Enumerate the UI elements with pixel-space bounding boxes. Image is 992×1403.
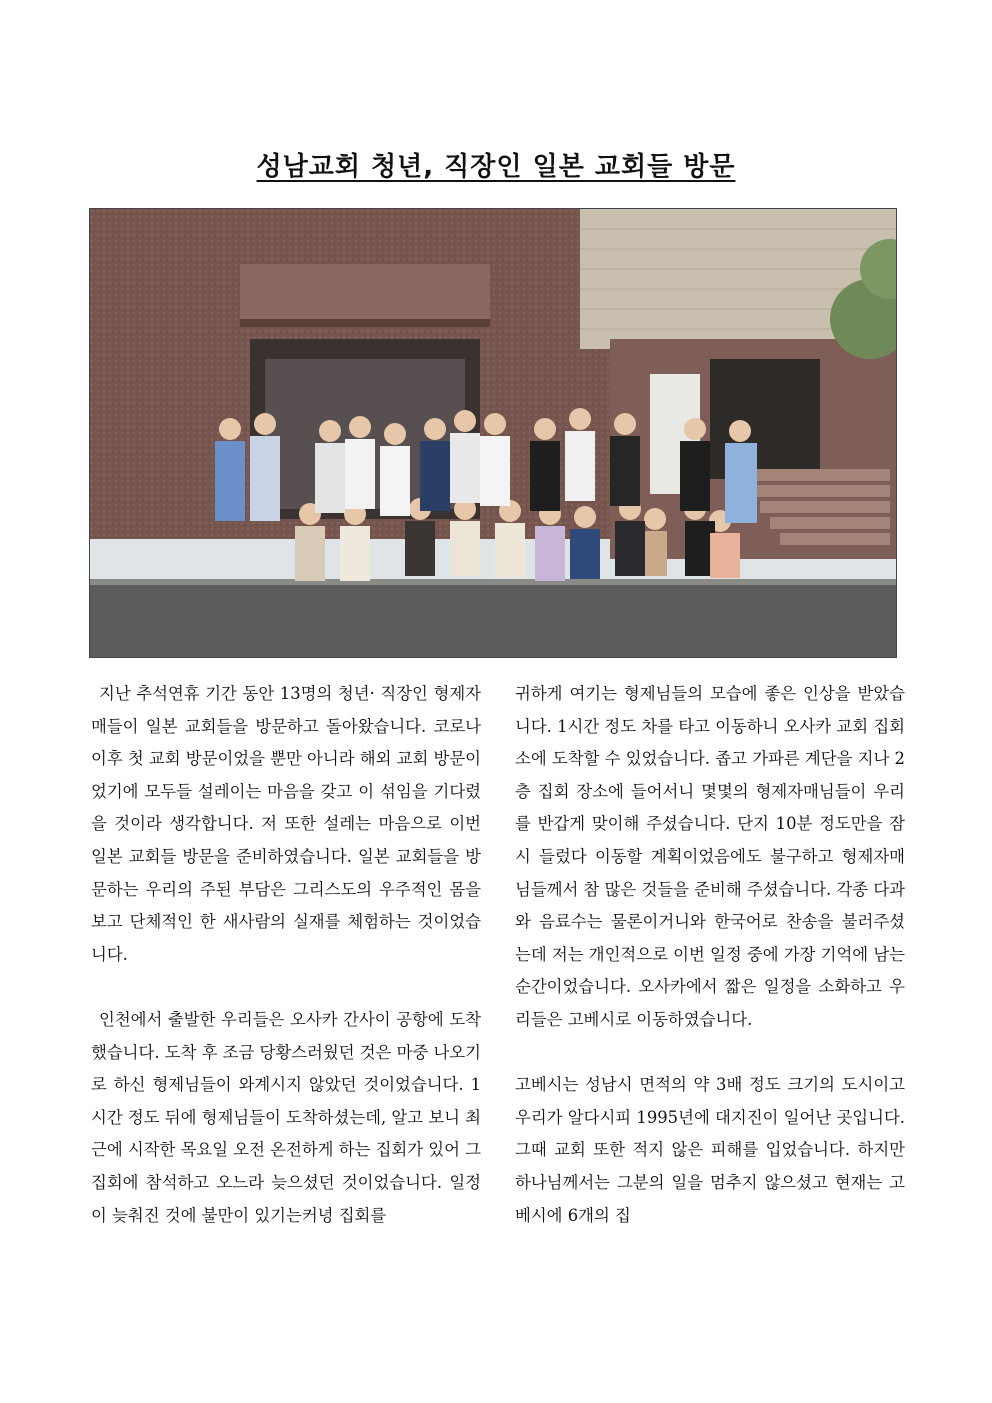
article-title-text: 성남교회 청년, 직장인 일본 교회들 방문 xyxy=(256,152,736,182)
right-column xyxy=(515,678,905,1232)
article-title xyxy=(0,146,992,183)
right-paragraph-1: 귀하게 여기는 형제님들의 모습에 좋은 인상을 받았습니다. 1시간 정도 차를 타고 이동하니 오사카 교회 집회소에 도착할 수 있었습니다. 좁고 가파른 계단을 지나 2층 집회 장소에 들어서니 몇몇의 형제자매님들이 우리를 반갑게 맞이해 주셨습니다. 단지 10분 정도만을 잠시 들렀다 이동할 계획이었음에도 불구하고 형제자매님들께서 참 많은 것들을 준비해 주셨습니다. 각종 다과와 음료수는 물론이거니와 한국어로 찬송을 불러주셨는데 저는 개인적으로 이번 일정 중에 가장 기억에 남는 순간이었습니다. 오사카에서 짧은 일정을 소화하고 우리들은 고베시로 이동하였습니다. xyxy=(515,684,906,1029)
left-column xyxy=(91,678,481,1232)
right-paragraph-2: 고베시는 성남시 면적의 약 3배 정도 크기의 도시이고 우리가 알다시피 1995년에 대지진이 일어난 곳입니다. 그때 교회 또한 적지 않은 피해를 입었습니다. 하지만 하나님께서는 그분의 일을 멈추지 않으셨고 현재는 고베시에 6개의 집 xyxy=(515,1075,905,1225)
left-paragraph-2: 인천에서 출발한 우리들은 오사카 간사이 공항에 도착했습니다. 도착 후 조금 당황스러웠던 것은 마중 나오기로 하신 형제님들이 와계시지 않았던 것이었습니다. 1시간 정도 뒤에 형제님들이 도착하셨는데, 알고 보니 최근에 시작한 목요일 오전 온전하게 하는 집회가 있어 그 집회에 참석하고 오느라 늦으셨던 것이었습니다. 일정이 늦춰진 것에 불만이 있기는커녕 집회를 xyxy=(91,1009,482,1225)
group-photo-icon xyxy=(90,209,897,658)
left-paragraph-1: 지난 추석연휴 기간 동안 13명의 청년· 직장인 형제자매들이 일본 교회들을 방문하고 돌아왔습니다. 코로나 이후 첫 교회 방문이었을 뿐만 아니라 해외 교회 방문이었기에 모두들 설레이는 마음을 갖고 이 섞임을 기다렸을 것이라 생각합니다. 저 또한 설레는 마음으로 이번 일본 교회들 방문을 준비하였습니다. 일본 교회들을 방문하는 우리의 주된 부담은 그리스도의 우주적인 몸을 보고 단체적인 한 새사람의 실재를 체험하는 것이었습니다. xyxy=(91,684,482,964)
group-photo xyxy=(89,208,897,658)
